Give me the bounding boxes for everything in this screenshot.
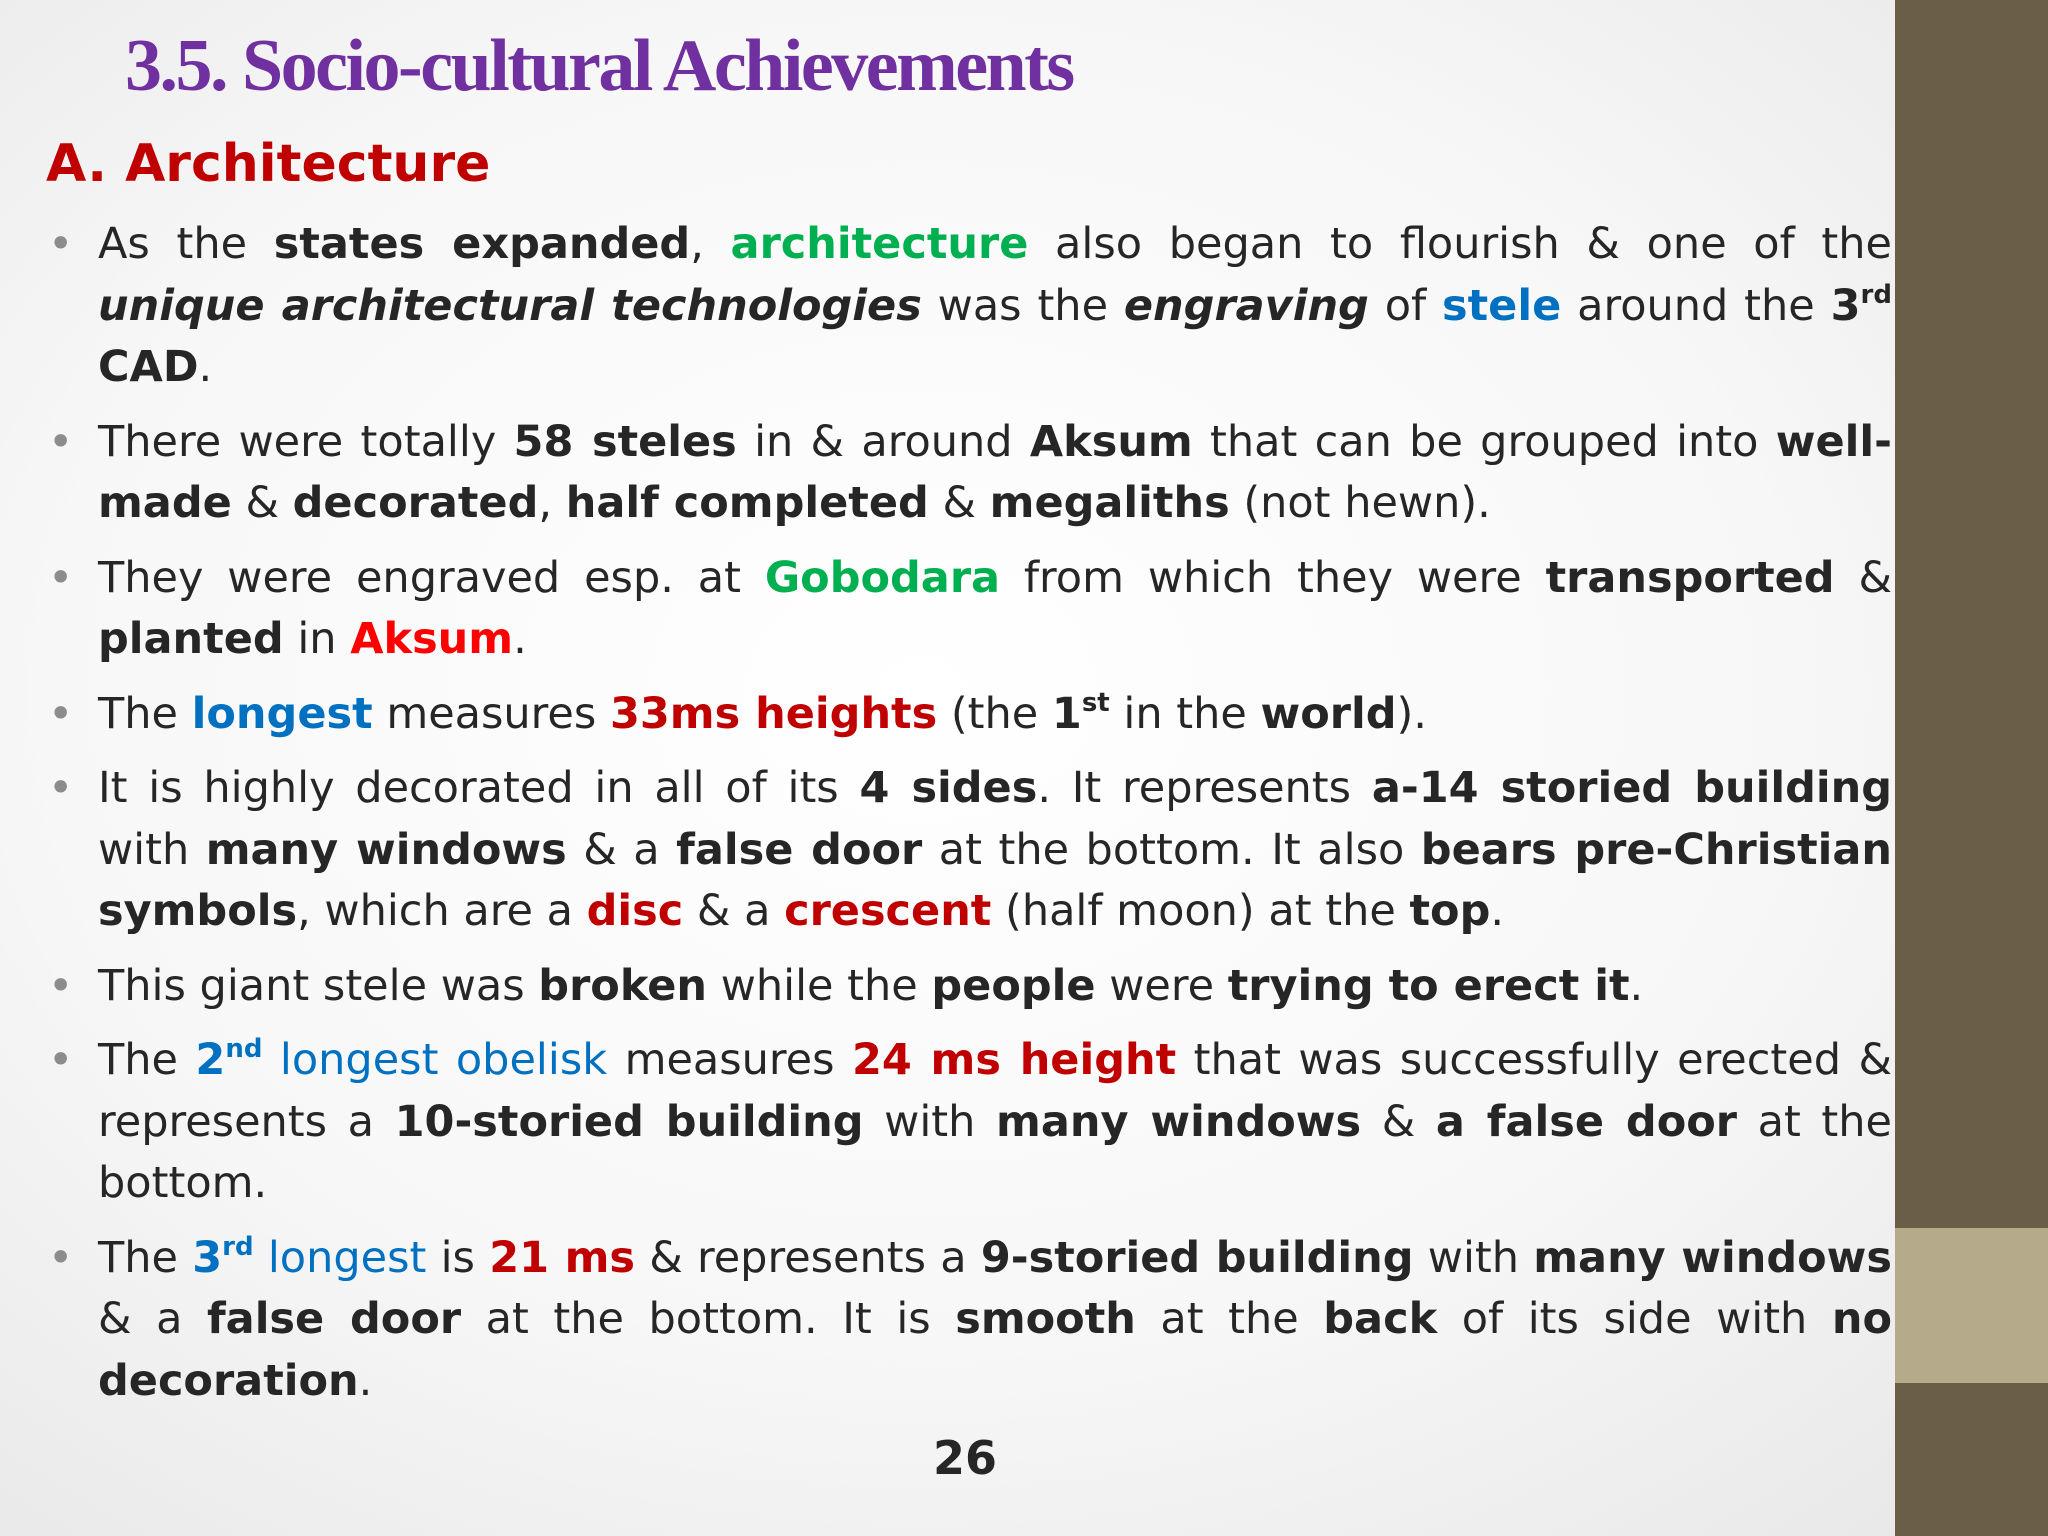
bullet-text-run: . [513, 614, 527, 664]
bullet-text-run: at the bottom. It is [461, 1294, 956, 1344]
bullet-text-run: well-made [98, 416, 1892, 528]
bullet-text-run: longest [191, 688, 373, 739]
bullet-text-run: while the [707, 960, 932, 1011]
bullet-text-run: . It represents [1037, 763, 1372, 813]
bullet-text-run: measures [607, 1035, 852, 1085]
bullet-text-run: stele [1442, 280, 1562, 331]
bullet-text-run: false door [676, 824, 923, 875]
bullet-text-run: (not hewn). [1229, 478, 1491, 528]
bullet-text-run: & [1834, 552, 1892, 603]
bullet-text-run: & a [683, 886, 785, 936]
bullet-text-run: trying to erect it [1227, 960, 1630, 1011]
bullet-text-run: planted [98, 614, 284, 664]
bullet-text-run: from which they were [1000, 552, 1546, 603]
bullet-text-run: that can be grouped into [1192, 416, 1776, 467]
bullet-text-run: measures [372, 688, 610, 739]
bullet-text-run: & [1361, 1096, 1436, 1147]
bullet-text-run: 10-storied building [394, 1096, 864, 1147]
bullet-text-run: broken [538, 960, 708, 1011]
bullet-text-run: architecture [730, 219, 1029, 269]
bullet-text-run: 4 sides [859, 763, 1038, 813]
bullet-superscript: nd [225, 1034, 263, 1064]
bullet-text-run: & [928, 478, 990, 528]
bullet-text-run: & represents a [634, 1232, 981, 1283]
bullet-text-run: 2 [195, 1035, 226, 1085]
bullet-text-run: with [863, 1096, 997, 1147]
bullet-text-run: , [690, 219, 731, 269]
bullet-text-run: back [1323, 1294, 1438, 1344]
bullet-text-run: There were totally [98, 416, 514, 467]
bullet-text-run: It is highly decorated in all of its [98, 763, 860, 813]
bullet-item [0, 758, 1892, 943]
bullet-text-run: They were engraved esp. at [98, 552, 765, 603]
bullet-text-run: As the [98, 219, 274, 269]
bullet-text-run: states expanded [273, 219, 691, 269]
bullet-text-run: The [98, 1035, 196, 1085]
bullet-item [0, 1030, 1892, 1215]
bullet-text-run: a-14 storied building [1371, 763, 1892, 813]
bullet-list [0, 214, 1892, 1425]
bullet-text-run: . [1629, 960, 1644, 1011]
bullet-item [0, 548, 1892, 671]
bullet-text-run: at the [1135, 1294, 1324, 1344]
bullet-text-run: in & around [736, 416, 1030, 467]
section-heading: A. Architecture [46, 134, 491, 194]
bullet-text-run: CAD [98, 342, 199, 392]
bullet-text-run: people [931, 960, 1096, 1011]
bullet-text-run: unique architectural technologies [98, 280, 922, 331]
bullet-text-run: . [358, 1355, 373, 1406]
bullet-text-run: The [98, 688, 192, 739]
bullet-text-run: many windows [205, 824, 567, 875]
bullet-text-run: many windows [996, 1096, 1362, 1147]
bullet-text-run: 9-storied building [980, 1232, 1414, 1283]
bullet-text-run: many windows [1533, 1232, 1892, 1283]
bullet-text-run: of its side with [1437, 1294, 1832, 1344]
bullet-text-run: were [1095, 960, 1228, 1011]
bullet-text-run: 3 [192, 1232, 223, 1283]
bullet-text-run: in the [1109, 688, 1261, 739]
bullet-text-run: no decoration [98, 1294, 1893, 1406]
bullet-text-run: This giant stele was [98, 960, 539, 1011]
bullet-text-run: transported [1545, 552, 1835, 603]
bullet-text-run: . [1490, 886, 1505, 936]
page-number: 26 [932, 1431, 997, 1485]
bullet-item [0, 956, 1892, 1018]
bullet-text-run: Aksum [1029, 416, 1193, 467]
bullet-superscript: rd [222, 1231, 254, 1262]
bullet-text-run: bears pre-Christian symbols [98, 824, 1892, 936]
bullet-text-run: was the [921, 280, 1124, 331]
bullet-text-run: , [538, 478, 566, 528]
bullet-text-run: 33ms heights [609, 688, 938, 739]
sidebar-accent-block [1895, 1228, 2048, 1383]
bullet-text-run: with [1413, 1232, 1534, 1283]
bullet-text-run: at the bottom. It also [922, 824, 1421, 875]
bullet-text-run: at the bottom. [98, 1096, 1892, 1208]
bullet-text-run: false door [206, 1294, 462, 1344]
bullet-text-run: Aksum [350, 614, 514, 664]
bullet-text-run: . [198, 342, 213, 392]
bullet-text-run: megaliths [989, 478, 1230, 528]
bullet-item [0, 412, 1892, 535]
bullet-superscript: st [1081, 687, 1110, 718]
bullet-text-run: top [1409, 886, 1491, 936]
bullet-item [0, 1228, 1892, 1413]
bullet-text-run: that was successfully erected & represents a [98, 1035, 1892, 1147]
bullet-text-run: of [1368, 280, 1443, 331]
bullet-text-run: disc [586, 886, 684, 936]
bullet-text-run: 58 steles [513, 416, 737, 467]
bullet-text-run: smooth [955, 1294, 1136, 1344]
bullet-text-run: half completed [565, 478, 929, 528]
bullet-text-run: is [426, 1232, 490, 1283]
bullet-text-run: also began to flourish & one of the [1028, 219, 1892, 269]
bullet-text-run: in [283, 614, 351, 664]
bullet-item [0, 214, 1892, 399]
bullet-text-run: & [231, 478, 293, 528]
bullet-text-run: with [98, 824, 206, 875]
bullet-text-run: 21 ms [489, 1232, 635, 1283]
bullet-text-run: 1 [1051, 688, 1082, 739]
bullet-text-run: Gobodara [764, 552, 1001, 603]
bullet-text-run: & a [566, 824, 677, 875]
bullet-text-run: decorated [292, 478, 539, 528]
bullet-text-run: & a [98, 1294, 207, 1344]
bullet-superscript: rd [1860, 279, 1892, 310]
bullet-text-run: crescent [784, 886, 992, 936]
bullet-text-run: (the [937, 688, 1052, 739]
bullet-text-run: longest [253, 1232, 427, 1283]
bullet-text-run: 3 [1830, 280, 1861, 331]
bullet-text-run: ). [1396, 688, 1427, 739]
bullet-text-run: 24 ms height [851, 1035, 1177, 1085]
slide-title: 3.5. Socio-cultural Achievements [125, 25, 1073, 107]
bullet-text-run: , which are a [297, 886, 587, 936]
bullet-text-run: engraving [1123, 280, 1369, 331]
bullet-text-run: a false door [1435, 1096, 1737, 1147]
bullet-text-run: world [1260, 688, 1397, 739]
bullet-text-run: (half moon) at the [991, 886, 1410, 936]
bullet-text-run: around the [1561, 280, 1831, 331]
bullet-text-run: The [98, 1232, 193, 1283]
bullet-item [0, 684, 1892, 746]
bullet-text-run: longest obelisk [262, 1035, 608, 1085]
